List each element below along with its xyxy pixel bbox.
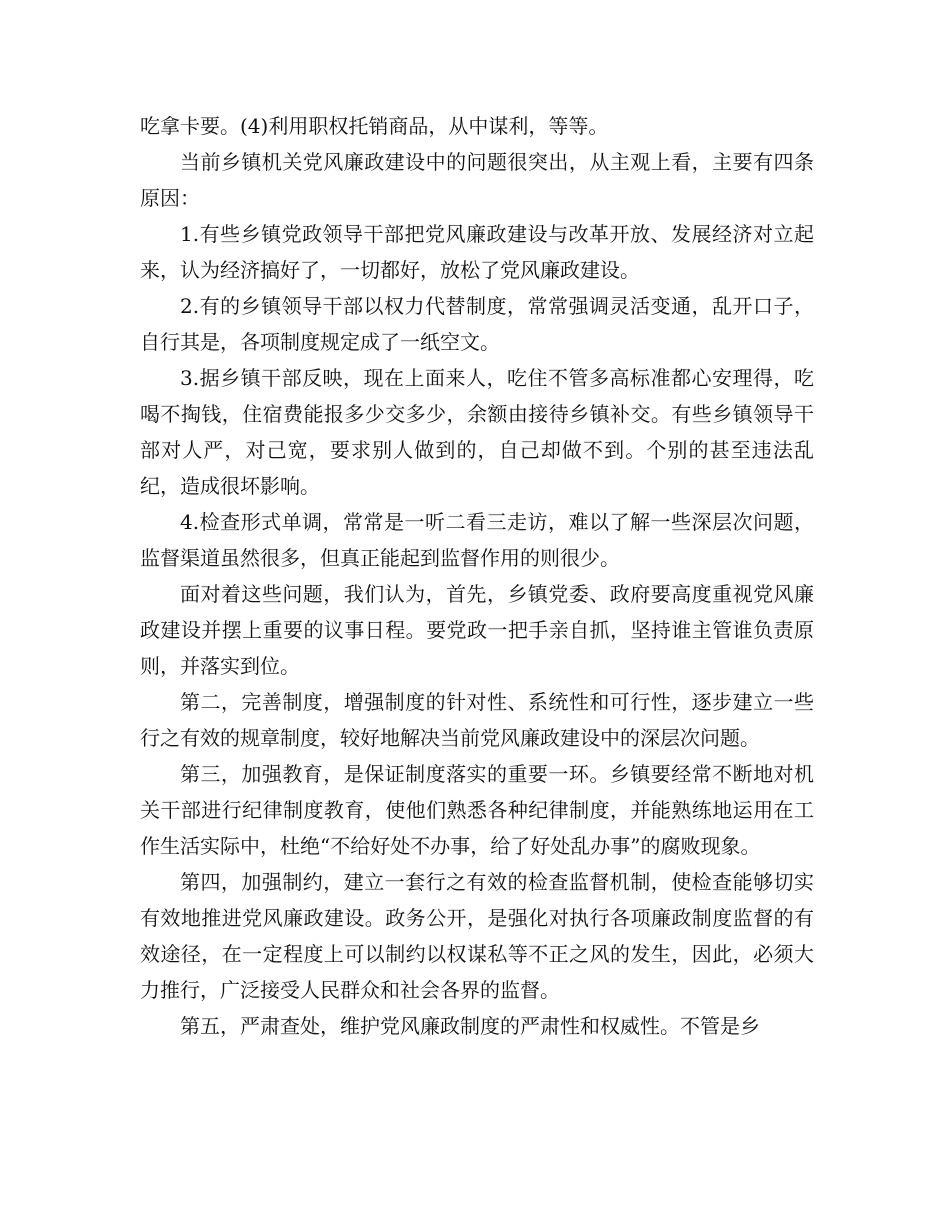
document-body — [140, 108, 814, 1044]
paragraph-continuation: 吃拿卡要。(4)利用职权托销商品，从中谋利，等等。 — [140, 114, 609, 138]
paragraph-measure-third: 第三，加强教育，是保证制度落实的重要一环。乡镇要经常不断地对机关干部进行纪律制度教育，使他们熟悉各种纪律制度，并能熟练地运用在工作生活实际中，杜绝“不给好处不办事，给了好处乱办事”的腐败现象。 — [140, 762, 814, 858]
paragraph-cause-2: 2.有的乡镇领导干部以权力代替制度，常常强调灵活变通，乱开口子，自行其是，各项制度规定成了一纸空文。 — [140, 294, 814, 354]
paragraph-measure-second: 第二，完善制度，增强制度的针对性、系统性和可行性，逐步建立一些行之有效的规章制度，较好地解决当前党风廉政建设中的深层次问题。 — [140, 690, 814, 750]
paragraph-measure-first: 面对着这些问题，我们认为，首先，乡镇党委、政府要高度重视党风廉政建设并摆上重要的议事日程。要党政一把手亲自抓，坚持谁主管谁负责原则，并落实到位。 — [140, 582, 814, 678]
paragraph-measure-fifth: 第五，严肃查处，维护党风廉政制度的严肃性和权威性。不管是乡 — [180, 1014, 760, 1038]
paragraph-causes-intro: 当前乡镇机关党风廉政建设中的问题很突出，从主观上看，主要有四条原因： — [140, 150, 814, 210]
paragraph-measure-fourth: 第四，加强制约，建立一套行之有效的检查监督机制，使检查能够切实有效地推进党风廉政建设。政务公开，是强化对执行各项廉政制度监督的有效途径，在一定程度上可以制约以权谋私等不正之风的发生，因此，必须大力推行，广泛接受人民群众和社会各界的监督。 — [140, 870, 814, 1002]
paragraph-cause-3: 3.据乡镇干部反映，现在上面来人，吃住不管多高标准都心安理得，吃喝不掏钱，住宿费能报多少交多少，余额由接待乡镇补交。有些乡镇领导干部对人严，对己宽，要求别人做到的，自己却做不到。个别的甚至违法乱纪，造成很坏影响。 — [140, 366, 814, 498]
paragraph-cause-4: 4.检查形式单调，常常是一听二看三走访，难以了解一些深层次问题，监督渠道虽然很多，但真正能起到监督作用的则很少。 — [140, 510, 814, 570]
paragraph-cause-1: 1.有些乡镇党政领导干部把党风廉政建设与改革开放、发展经济对立起来，认为经济搞好了，一切都好，放松了党风廉政建设。 — [140, 222, 814, 282]
